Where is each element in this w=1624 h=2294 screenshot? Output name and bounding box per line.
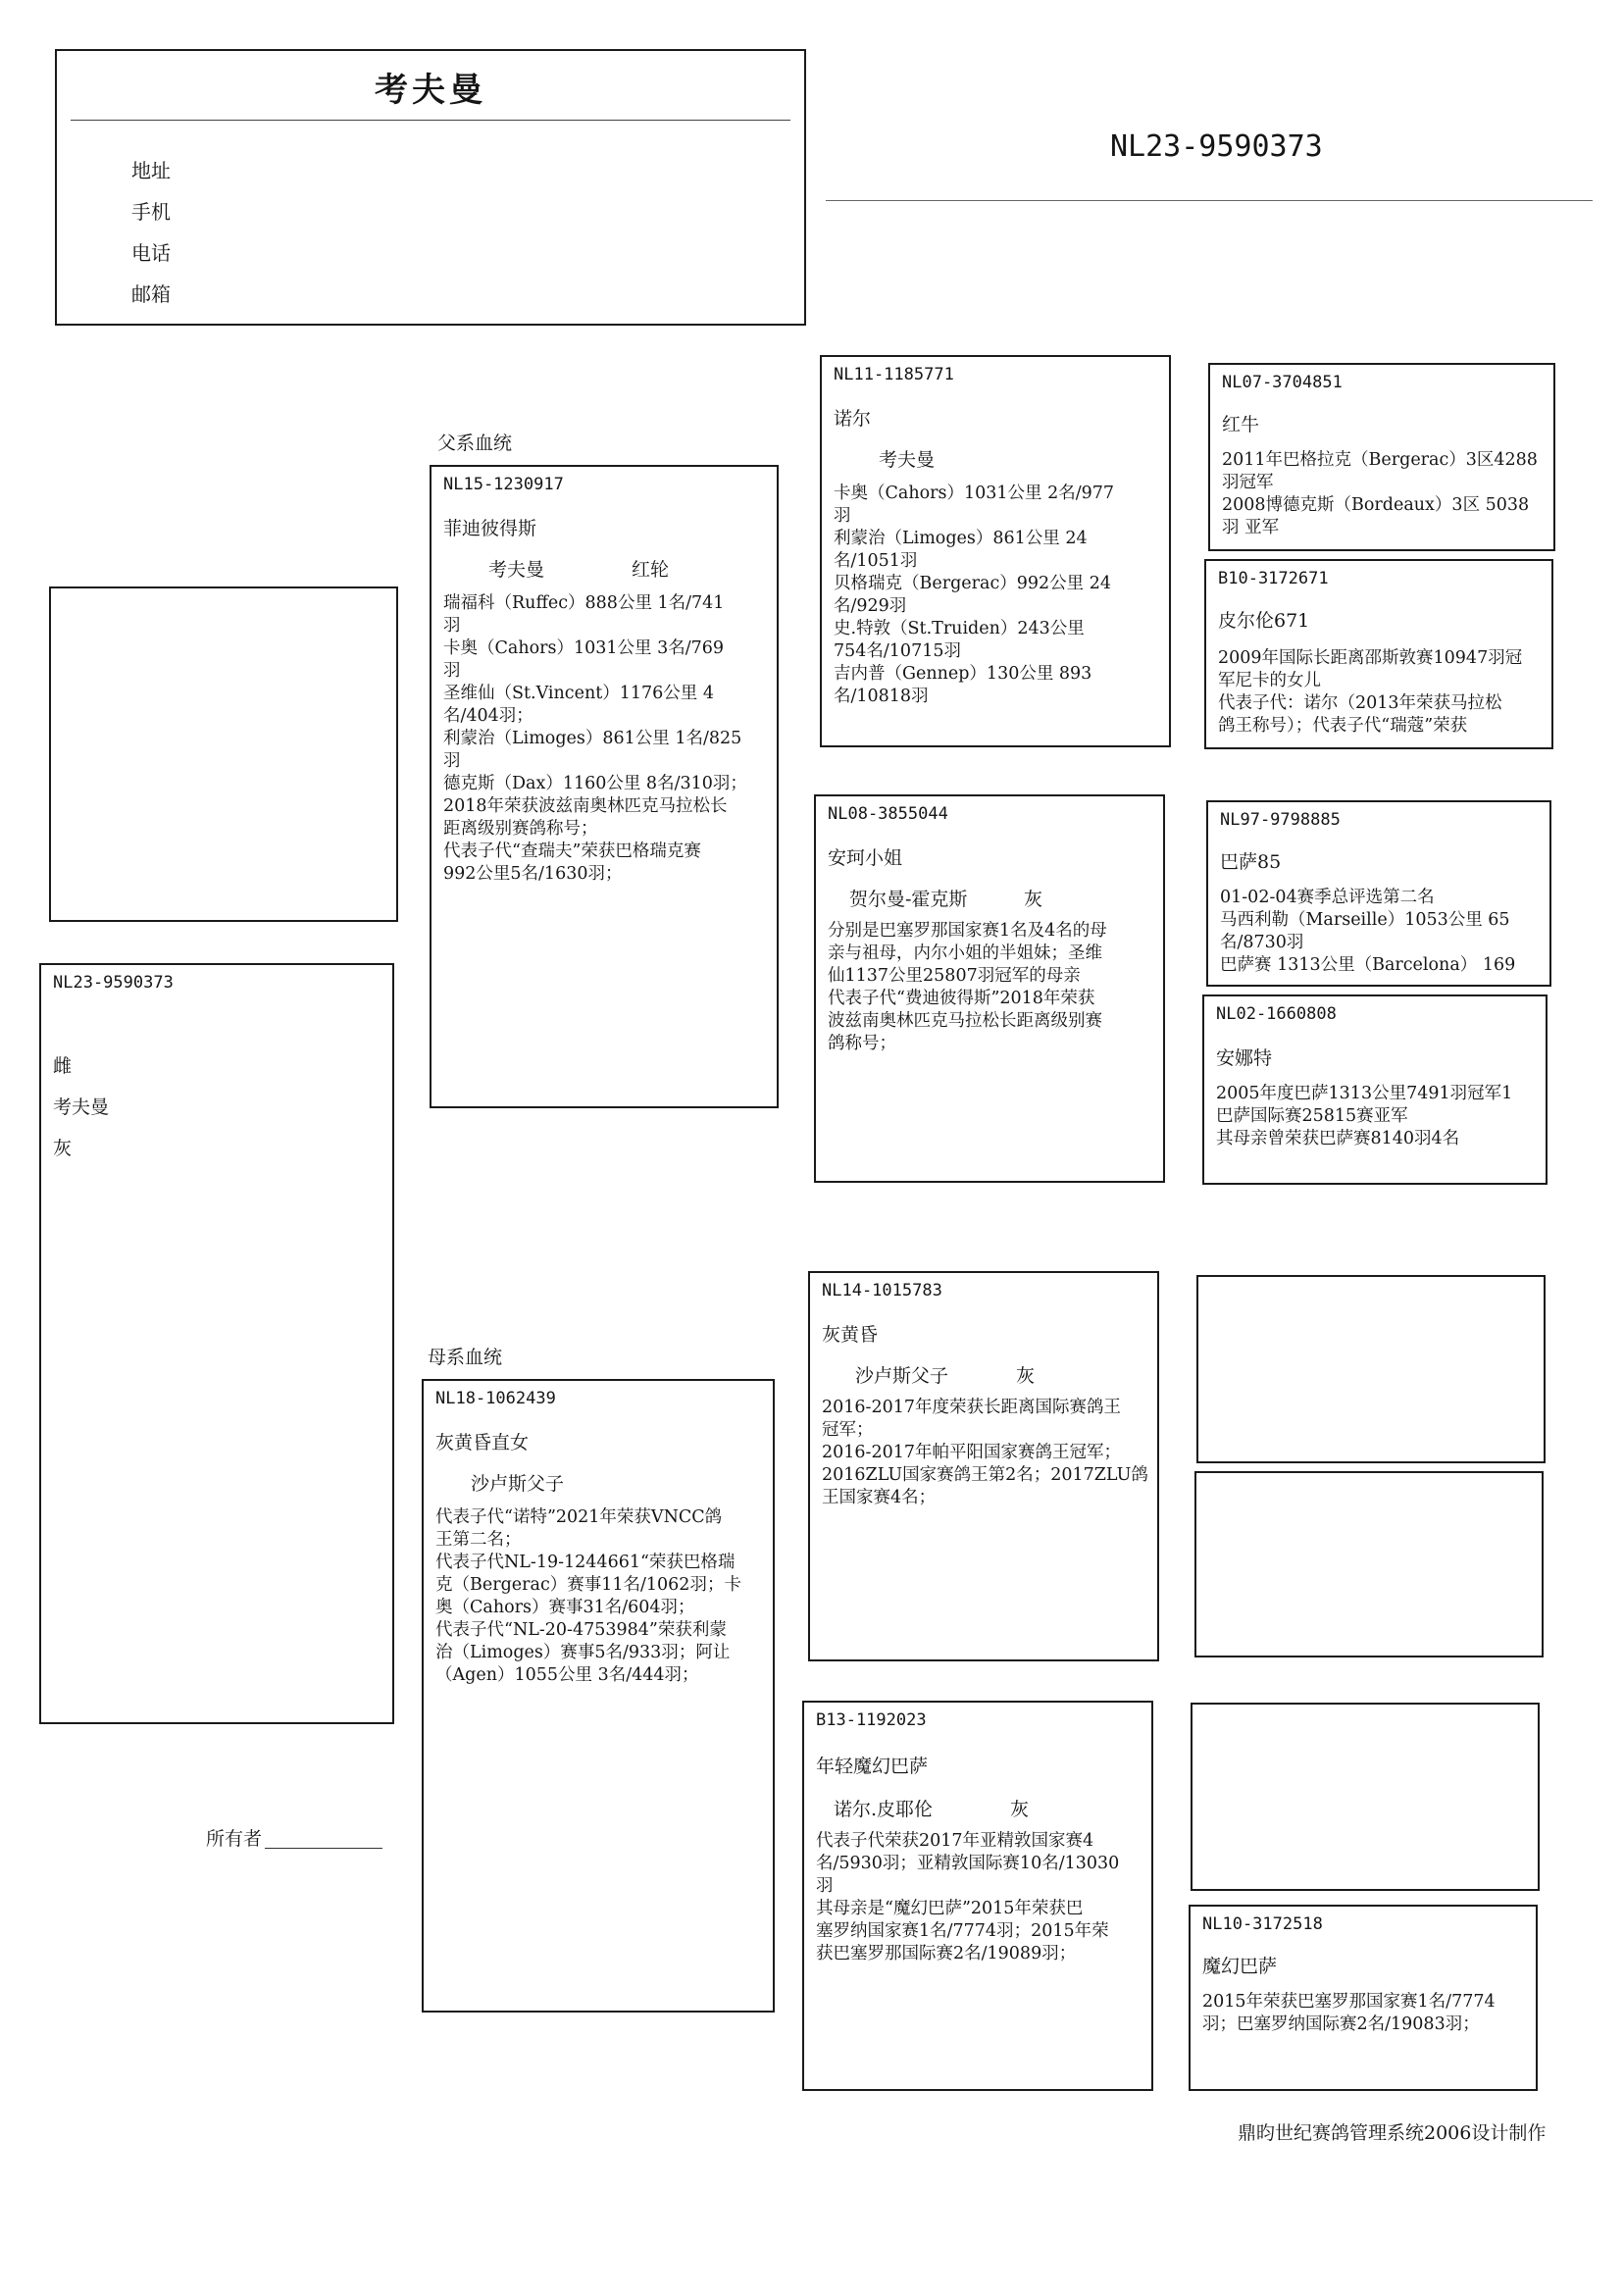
note-line: 羽 亚军 [1222,518,1280,537]
sire-sire-name: 诺尔 [834,408,872,430]
dam-dam-card [802,1701,1153,2091]
note-line: 鸽王称号）；代表子代“瑞蔻”荣获 [1218,716,1468,736]
note-line: 754名/10715羽 [834,641,961,661]
note-line: 波兹南奥林匹克马拉松长距离级别赛 [828,1011,1102,1031]
ggp-3-ring: NL97-9798885 [1220,810,1341,830]
dam-card [422,1379,775,2013]
ggp-2-notes [1218,647,1544,738]
dam-section-label: 母系血统 [428,1347,503,1368]
note-line: 瑞福科（Ruffec）888公里 1名/741 [443,593,725,613]
subject-color: 灰 [53,1138,73,1159]
note-line: 利蒙治（Limoges）861公里 24 [834,529,1088,548]
note-line: 代表子代NL-19-1244661“荣获巴格瑞 [435,1553,736,1572]
sire-sire-notes [834,483,1161,708]
note-line: 羽；巴塞罗纳国际赛2名/19083羽； [1202,2014,1480,2034]
note-line: 冠军； [822,1420,874,1440]
note-line: 2015年荣获巴塞罗那国家赛1名/7774 [1202,1992,1496,2012]
sire-dam-color: 灰 [1024,889,1043,910]
dam-notes [435,1506,765,1687]
note-line: 01-02-04赛季总评选第二名 [1220,888,1435,907]
note-line: 军尼卡的女儿 [1218,671,1321,690]
dam-sire-name: 灰黄昏 [822,1324,879,1346]
footer-credit: 鼎昀世纪赛鸽管理系统2006设计制作 [1238,2122,1547,2144]
sire-dam-owner: 贺尔曼-霍克斯 [849,889,968,910]
note-line: 羽 [834,506,851,526]
note-line: 获巴塞罗那国际赛2名/19089羽； [816,1944,1077,1963]
note-line: 2018年荣获波兹南奥林匹克马拉松长 [443,796,728,816]
note-line: 分别是巴塞罗那国家赛1名及4名的母 [828,921,1107,941]
note-line: 塞罗纳国家赛1名/7774羽；2015年荣 [816,1921,1109,1941]
note-line: 2016-2017年帕平阳国家赛鸽王冠军； [822,1443,1121,1462]
sire-ring: NL15-1230917 [443,475,564,494]
main-ring-number: NL23-9590373 [1110,129,1323,164]
sire-card [430,465,779,1108]
note-line: 利蒙治（Limoges）861公里 1名/825 [443,729,742,748]
note-line: 治（Limoges）赛事5名/933羽；阿让 [435,1643,731,1662]
note-line: 名/1051羽 [834,551,918,571]
sire-dam-notes [828,920,1155,1055]
address-label: 地址 [131,159,171,182]
dam-ring: NL18-1062439 [435,1389,556,1408]
header-title: 考夫曼 [375,71,486,110]
dam-dam-notes [816,1830,1143,1965]
ggp-2-name: 皮尔伦671 [1218,610,1310,632]
note-line: 卡奥（Cahors）1031公里 3名/769 [443,638,725,658]
note-line: 贝格瑞克（Bergerac）992公里 24 [834,574,1111,593]
note-line: 史.特敦（St.Truiden）243公里 [834,619,1085,638]
note-line: 2016-2017年度荣获长距离国际赛鸽王 [822,1398,1121,1417]
dam-sire-card [808,1271,1159,1661]
ggp-card-1 [1208,363,1555,551]
note-line: 仙1137公里25807羽冠军的母亲 [828,966,1081,986]
subject-sex: 雌 [53,1055,73,1077]
note-line: 巴萨赛 1313公里（Barcelona） 169 [1220,955,1516,975]
dam-dam-owner: 诺尔.皮耶伦 [834,1799,934,1820]
sire-color: 红轮 [632,559,670,581]
note-line: 名/404羽； [443,706,533,726]
dam-sire-color: 灰 [1016,1365,1036,1387]
ggp-1-notes [1222,449,1546,539]
dam-dam-dam-name: 魔幻巴萨 [1202,1956,1278,1977]
note-line: 奥（Cahors）赛事31名/604羽； [435,1598,695,1617]
ggp-4-notes [1216,1083,1538,1150]
sire-dam-card [814,794,1165,1183]
sire-sire-owner: 考夫曼 [879,449,936,471]
dam-sire-notes [822,1397,1149,1509]
note-line: 巴萨国际赛25815赛亚军 [1216,1106,1408,1126]
header-card [55,49,806,326]
dam-dam-ring: B13-1192023 [816,1710,927,1730]
dam-dam-dam-card [1189,1905,1538,2091]
dam-dam-color: 灰 [1010,1799,1030,1820]
dam-owner: 沙卢斯父子 [471,1473,565,1495]
subject-ring: NL23-9590373 [53,973,174,993]
ggp-4-name: 安娜特 [1216,1047,1273,1069]
dam-sire-ring: NL14-1015783 [822,1281,942,1300]
note-line: 亲与祖母，内尔小姐的半姐妹；圣维 [828,943,1102,963]
ggp-card-4 [1202,994,1548,1185]
owner-label: 所有者 [206,1828,263,1850]
dam-dam-name: 年轻魔幻巴萨 [816,1756,929,1777]
note-line: 其母亲曾荣获巴萨赛8140羽4名 [1216,1129,1460,1148]
note-line: 992公里5名/1630羽； [443,864,623,884]
dam-dam-dam-notes [1202,1991,1528,2036]
sire-name: 菲迪彼得斯 [443,518,537,539]
note-line: （Agen）1055公里 3名/444羽； [435,1665,699,1685]
note-line: 羽 [443,661,461,681]
ggp-1-name: 红牛 [1222,414,1260,435]
dam-sire-owner: 沙卢斯父子 [855,1365,949,1387]
sire-sire-ring: NL11-1185771 [834,365,954,384]
note-line: 马西利勒（Marseille）1053公里 65 [1220,910,1510,930]
note-line: 代表子代荣获2017年亚精敦国家赛4 [816,1831,1094,1851]
note-line: 2009年国际长距离邵斯敦赛10947羽冠 [1218,648,1523,668]
note-line: 代表子代“查瑞夫”荣获巴格瑞克赛 [443,841,701,861]
note-line: 克（Bergerac）赛事11名/1062羽；卡 [435,1575,741,1595]
ggp-4-ring: NL02-1660808 [1216,1004,1337,1024]
sire-dam-name: 安珂小姐 [828,847,903,869]
sire-notes [443,592,769,886]
note-line: 代表子代“NL-20-4753984”荣获利蒙 [435,1620,727,1640]
note-line: 名/8730羽 [1220,933,1304,952]
note-line: 2016ZLU国家赛鸽王第2名；2017ZLU鸽 [822,1465,1148,1485]
note-line: 其母亲是“魔幻巴萨”2015年荣获巴 [816,1899,1084,1918]
note-line: 2011年巴格拉克（Bergerac）3区4288 [1222,450,1538,470]
subject-owner: 考夫曼 [53,1096,110,1118]
note-line: 羽 [816,1876,834,1896]
note-line: 名/929羽 [834,596,907,616]
sire-sire-card [820,355,1171,747]
photo-frame [49,586,398,922]
ggp-card-2 [1204,559,1553,749]
mobile-label: 手机 [131,200,171,224]
note-line: 德克斯（Dax）1160公里 8名/310羽； [443,774,747,793]
ggp-3-notes [1220,887,1542,977]
subject-card [39,963,394,1724]
ggp-2-ring: B10-3172671 [1218,569,1329,588]
empty-ggp-box-2 [1194,1471,1544,1657]
note-line: 距离级别赛鸽称号； [443,819,598,839]
ggp-1-ring: NL07-3704851 [1222,373,1343,392]
ggp-card-3 [1206,800,1551,987]
note-line: 2008博德克斯（Bordeaux）3区 5038 [1222,495,1530,515]
dam-name: 灰黄昏直女 [435,1432,530,1453]
note-line: 羽冠军 [1222,473,1274,492]
note-line: 王国家赛4名； [822,1488,937,1507]
ggp-3-name: 巴萨85 [1220,851,1282,873]
note-line: 2005年度巴萨1313公里7491羽冠军1 [1216,1084,1513,1103]
note-line: 圣维仙（St.Vincent）1176公里 4 [443,684,714,703]
empty-ggp-box-3 [1191,1703,1540,1891]
note-line: 卡奥（Cahors）1031公里 2名/977 [834,484,1115,503]
main-ring-underline [826,200,1593,201]
note-line: 名/5930羽；亚精敦国际赛10名/13030 [816,1854,1120,1873]
phone-label: 电话 [131,241,171,265]
note-line: 鸽称号； [828,1034,896,1053]
note-line: 吉内普（Gennep）130公里 893 [834,664,1092,684]
note-line: 王第二名； [435,1530,522,1550]
note-line: 羽 [443,751,461,771]
note-line: 名/10818羽 [834,687,929,706]
email-label: 邮箱 [131,282,171,306]
note-line: 代表子代：诺尔（2013年荣获马拉松 [1218,693,1502,713]
sire-dam-ring: NL08-3855044 [828,804,948,824]
sire-section-label: 父系血统 [437,433,513,454]
dam-dam-dam-ring: NL10-3172518 [1202,1914,1323,1934]
note-line: 羽 [443,616,461,636]
empty-ggp-box-1 [1196,1275,1546,1463]
header-divider [71,120,790,121]
note-line: 代表子代“费迪彼得斯”2018年荣获 [828,989,1095,1008]
note-line: 代表子代“诺特”2021年荣获VNCC鸽 [435,1507,723,1527]
owner-signature-line [265,1848,382,1849]
sire-owner: 考夫曼 [488,559,545,581]
